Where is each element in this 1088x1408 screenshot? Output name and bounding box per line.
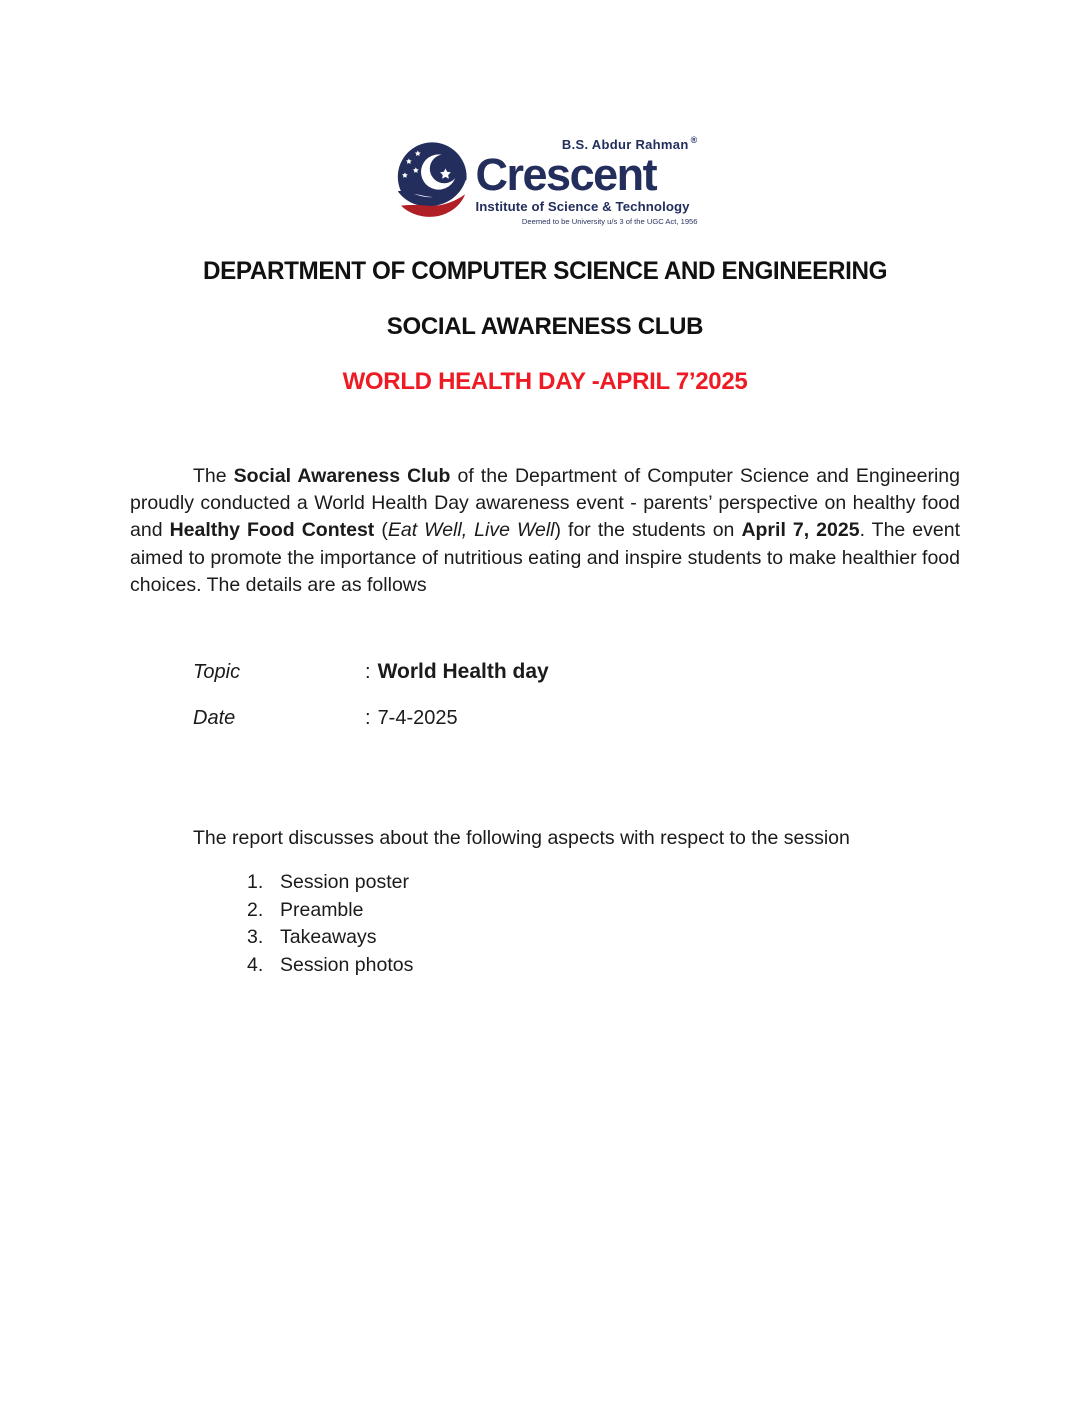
topic-label: Topic (193, 661, 241, 684)
logo-brand-large: Crescent (475, 149, 657, 201)
club-heading: SOCIAL AWARENESS CLUB (386, 313, 704, 340)
event-details (130, 660, 960, 730)
crescent-emblem-icon (393, 141, 473, 227)
list-item-number: 2. (247, 898, 264, 921)
intro-segment-bold: Healthy Food Contest (169, 519, 375, 542)
institution-logo (393, 136, 698, 227)
logo-subtitle: Institute of Science & Technology (475, 199, 690, 215)
logo-brand-small-text: B.S. Abdur Rahman (561, 137, 689, 152)
aspect-list (130, 869, 960, 979)
topic-colon: : (365, 661, 371, 684)
list-item-label: Session photos (280, 953, 414, 976)
list-item-label: Preamble (280, 898, 364, 921)
intro-segment-bold: April 7, 2025 (741, 519, 860, 542)
list-item (247, 952, 960, 980)
list-item (247, 924, 960, 952)
detail-row-topic (193, 660, 960, 684)
topic-value: World Health day (377, 660, 549, 684)
department-heading: DEPARTMENT OF COMPUTER SCIENCE AND ENGINEERING (202, 257, 888, 285)
list-item-number: 1. (247, 871, 264, 894)
intro-paragraph (130, 463, 960, 599)
date-label: Date (193, 707, 236, 730)
report-lead-text: The report discusses about the following aspects with respect to the session (193, 827, 850, 850)
list-item-number: 4. (247, 953, 264, 976)
event-heading: WORLD HEALTH DAY -APRIL 7’2025 (342, 368, 748, 395)
intro-segment: The (193, 465, 234, 487)
intro-segment: ( (374, 519, 388, 542)
list-item-number: 3. (247, 926, 264, 949)
registered-trademark-icon: ® (690, 135, 698, 145)
list-item-label: Takeaways (280, 926, 377, 949)
list-item (247, 897, 960, 925)
list-item-label: Session poster (280, 871, 409, 894)
logo-text-block (476, 136, 698, 226)
intro-segment: . The event aimed to promote the importance of nutritious eating and inspire students to make healthier food choices. The details are as follows (130, 519, 960, 596)
date-value: 7-4-2025 (377, 707, 458, 730)
intro-segment: of the Department of Computer Science and Engineering proudly conducted a World Health Day awareness event - parents’ perspective on healthy food and (130, 465, 960, 542)
detail-row-date (193, 707, 960, 730)
logo-tagline: Deemed to be University u/s 3 of the UGC Act, 1956 (521, 217, 698, 227)
list-item (247, 869, 960, 897)
date-colon: : (365, 707, 371, 730)
intro-segment-italic: Eat Well, Live Well (387, 519, 555, 542)
intro-segment-bold: Social Awareness Club (233, 465, 451, 487)
intro-segment: ) for the students on (554, 519, 742, 542)
